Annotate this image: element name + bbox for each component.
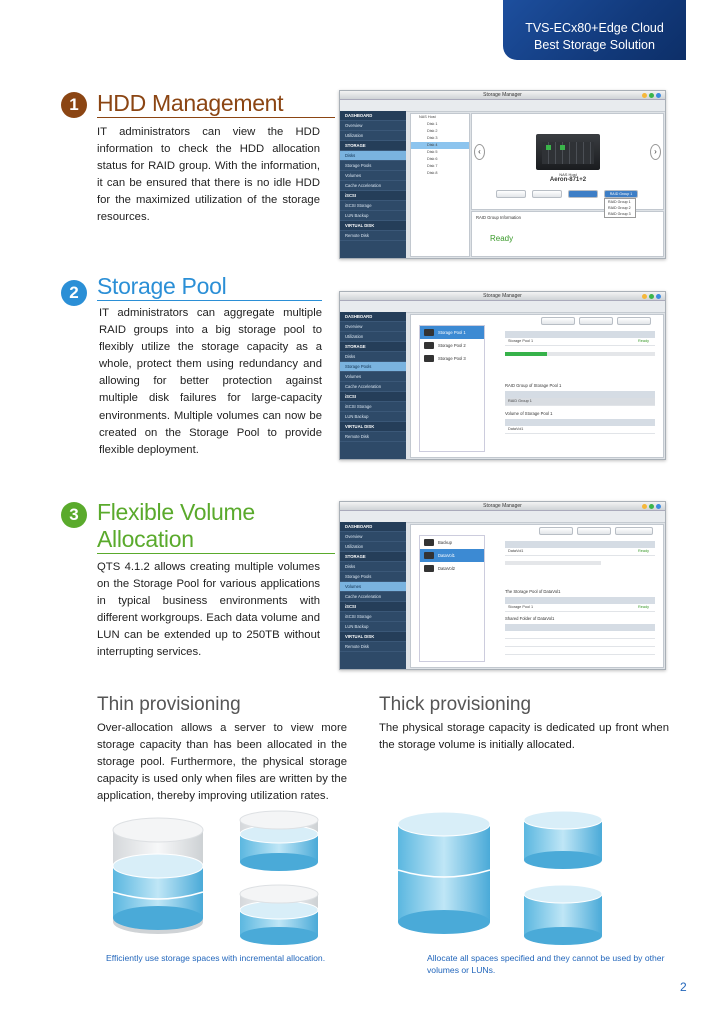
window-title: Storage Manager bbox=[483, 293, 522, 299]
nav-sidebar bbox=[340, 111, 406, 258]
thin-storage-pool-cylinder bbox=[113, 818, 203, 934]
nav-utilization[interactable]: Utilization bbox=[340, 332, 406, 342]
volume-label: Volume of Storage Pool 1 bbox=[505, 411, 553, 416]
raid-table: RAID Group 1 bbox=[505, 391, 655, 406]
nav-iscsi[interactable]: iSCSI bbox=[340, 602, 406, 612]
page-number: 2 bbox=[680, 980, 687, 994]
tree-disk[interactable]: Disk 8 bbox=[427, 171, 438, 175]
raid-group-menu bbox=[604, 198, 636, 218]
nav-remote-disk[interactable]: Remote Disk bbox=[340, 642, 406, 652]
thick-volume-cylinder-2 bbox=[524, 885, 602, 945]
pool-label: The Storage Pool of DataVol1 bbox=[505, 589, 561, 594]
thick-storage-pool-cylinder bbox=[398, 812, 490, 934]
tree-disk[interactable]: Disk 1 bbox=[427, 122, 438, 126]
volume-item[interactable]: DataVol2 bbox=[420, 562, 484, 575]
toolbar-button[interactable] bbox=[615, 527, 653, 535]
folders-table bbox=[505, 624, 655, 655]
next-arrow-icon[interactable]: › bbox=[650, 144, 661, 160]
section-1-number-badge: 1 bbox=[61, 92, 87, 118]
nav-virtual-disk[interactable]: VIRTUAL DISK bbox=[340, 422, 406, 432]
thick-body: The physical storage capacity is dedicated up front when the storage volume is initially allocated. bbox=[379, 722, 669, 752]
section-2-title: Storage Pool bbox=[97, 273, 227, 299]
pool-list bbox=[419, 325, 485, 452]
tree-disk[interactable]: Disk 2 bbox=[427, 129, 438, 133]
brand-header bbox=[503, 0, 686, 60]
storage-manager-screenshot-1 bbox=[339, 90, 666, 259]
nav-volumes[interactable]: Volumes bbox=[340, 582, 406, 592]
nav-lun-backup[interactable]: LUN Backup bbox=[340, 622, 406, 632]
nav-storage[interactable]: STORAGE bbox=[340, 141, 406, 151]
section-1-body: IT administrators can view the HDD information to check the HDD allocation status for RAID group. With the information, it can be ensured that there is no idle HDD for the maximized utilization of the storage resources. bbox=[97, 126, 320, 224]
nav-cache[interactable]: Cache Acceleration bbox=[340, 382, 406, 392]
raid-group-option[interactable]: RAID Group 2 bbox=[608, 206, 631, 210]
toolbar-button[interactable] bbox=[617, 317, 651, 325]
raid-group-option[interactable]: RAID Group 1 bbox=[608, 200, 631, 204]
device-label: NAS Host bbox=[559, 172, 577, 177]
section-2-rule bbox=[97, 300, 322, 301]
thick-volume-cylinder-1 bbox=[524, 811, 602, 869]
thin-provisioning-diagram bbox=[100, 808, 340, 948]
section-2-body: IT administrators can aggregate multiple RAID groups into a big storage pool to flexibly utilize the storage capacity as a whole, protect them using redundancy and allowing for better protection against multiple disk failures for large-capacity environments. Multiple volumes can now be created on the Storage Pool to provide flexible deployment. bbox=[99, 307, 322, 456]
tree-disk[interactable]: Disk 3 bbox=[427, 136, 438, 140]
window-title: Storage Manager bbox=[483, 503, 522, 509]
toolbar-button[interactable] bbox=[577, 527, 611, 535]
nav-storage-pools[interactable]: Storage Pools bbox=[340, 161, 406, 171]
storage-manager-screenshot-2 bbox=[339, 291, 666, 460]
thin-body: Over-allocation allows a server to view more storage capacity than has been allocated in the storage pool. Furthermore, the physical storage capacity is used only when files are written by the application, thereby improving utilization rates. bbox=[97, 722, 347, 803]
section-3-title-line-2: Allocation bbox=[97, 526, 194, 552]
nav-utilization[interactable]: Utilization bbox=[340, 542, 406, 552]
raid-info-title: RAID Group Information bbox=[476, 215, 521, 220]
thin-volume-cylinder-2 bbox=[240, 885, 318, 945]
toolbar-button[interactable] bbox=[539, 527, 573, 535]
nav-storage-pools[interactable]: Storage Pools bbox=[340, 572, 406, 582]
thick-caption: Allocate all spaces specified and they cannot be used by other volumes or LUNs. bbox=[427, 953, 665, 975]
nav-cache[interactable]: Cache Acceleration bbox=[340, 181, 406, 191]
volume-view-panel bbox=[410, 524, 664, 668]
action-button[interactable] bbox=[568, 190, 598, 198]
nav-iscsi-storage[interactable]: iSCSI Storage bbox=[340, 402, 406, 412]
volume-item[interactable]: Backup bbox=[420, 536, 484, 549]
section-3-rule bbox=[97, 553, 335, 554]
section-1-title: HDD Management bbox=[97, 90, 284, 116]
tree-root[interactable]: NAS Host bbox=[419, 115, 436, 119]
disk-tree-panel bbox=[410, 113, 470, 257]
nav-virtual-disk[interactable]: VIRTUAL DISK bbox=[340, 632, 406, 642]
window-title: Storage Manager bbox=[483, 92, 522, 98]
nav-lun-backup[interactable]: LUN Backup bbox=[340, 412, 406, 422]
header-line-2: Best Storage Solution bbox=[534, 38, 655, 52]
nav-overview[interactable]: Overview bbox=[340, 532, 406, 542]
nav-cache[interactable]: Cache Acceleration bbox=[340, 592, 406, 602]
nav-disks[interactable]: Disks bbox=[340, 352, 406, 362]
volume-table: DataVol1 bbox=[505, 419, 655, 434]
nav-iscsi[interactable]: iSCSI bbox=[340, 392, 406, 402]
nav-overview[interactable]: Overview bbox=[340, 121, 406, 131]
nav-iscsi[interactable]: iSCSI bbox=[340, 191, 406, 201]
toolbar-button[interactable] bbox=[496, 190, 526, 198]
raid-group-dropdown[interactable]: RAID Group 1 bbox=[604, 190, 638, 198]
nav-dashboard[interactable]: DASHBOARD bbox=[340, 312, 406, 322]
pool-view-panel bbox=[410, 314, 664, 458]
nav-volumes[interactable]: Volumes bbox=[340, 171, 406, 181]
folders-label: Shared Folder of DataVol1 bbox=[505, 616, 555, 621]
thin-caption: Efficiently use storage spaces with incremental allocation. bbox=[106, 953, 326, 963]
nav-disks[interactable]: Disks bbox=[340, 151, 406, 161]
pool-table: Storage Pool 1 Ready bbox=[505, 597, 655, 612]
tree-disk[interactable]: Disk 6 bbox=[427, 157, 438, 161]
nav-iscsi-storage[interactable]: iSCSI Storage bbox=[340, 612, 406, 622]
volume-item[interactable]: DataVol1 bbox=[420, 549, 484, 562]
section-2-number-badge: 2 bbox=[61, 280, 87, 306]
raid-group-option[interactable]: RAID Group 3 bbox=[608, 212, 631, 216]
section-1-rule bbox=[97, 117, 335, 118]
nav-volumes[interactable]: Volumes bbox=[340, 372, 406, 382]
thick-title: Thick provisioning bbox=[379, 694, 532, 715]
tree-disk[interactable]: Disk 7 bbox=[427, 164, 438, 168]
nav-sidebar bbox=[340, 312, 406, 459]
pool-item[interactable]: Storage Pool 3 bbox=[420, 352, 484, 365]
volume-list bbox=[419, 535, 485, 662]
capacity-bar bbox=[505, 352, 547, 356]
nav-remote-disk[interactable]: Remote Disk bbox=[340, 432, 406, 442]
nav-storage[interactable]: STORAGE bbox=[340, 552, 406, 562]
thick-provisioning-diagram bbox=[390, 808, 640, 948]
tree-disk[interactable]: Disk 5 bbox=[427, 150, 438, 154]
nav-sidebar bbox=[340, 522, 406, 669]
nas-device-image bbox=[536, 134, 600, 170]
tree-disk[interactable]: Disk 4 bbox=[411, 142, 469, 149]
raid-group-label: RAID Group of Storage Pool 1 bbox=[505, 383, 562, 388]
pool-table: Storage Pool 1 Ready bbox=[505, 331, 655, 346]
nav-storage-pools[interactable]: Storage Pools bbox=[340, 362, 406, 372]
nav-disks[interactable]: Disks bbox=[340, 562, 406, 572]
status-text: Ready bbox=[490, 234, 514, 243]
system-view-panel bbox=[471, 113, 664, 216]
thin-title: Thin provisioning bbox=[97, 694, 241, 715]
device-model: Aeron-871+2 bbox=[549, 177, 587, 183]
nav-virtual-disk[interactable]: VIRTUAL DISK bbox=[340, 221, 406, 231]
header-line-1: TVS-ECx80+Edge Cloud bbox=[525, 21, 664, 35]
nav-overview[interactable]: Overview bbox=[340, 322, 406, 332]
nav-remote-disk[interactable]: Remote Disk bbox=[340, 231, 406, 241]
nav-lun-backup[interactable]: LUN Backup bbox=[340, 211, 406, 221]
toolbar-button[interactable] bbox=[532, 190, 562, 198]
nav-iscsi-storage[interactable]: iSCSI Storage bbox=[340, 201, 406, 211]
volume-table: DataVol1 Ready bbox=[505, 541, 655, 556]
toolbar-button[interactable] bbox=[579, 317, 613, 325]
pool-item[interactable]: Storage Pool 1 bbox=[420, 326, 484, 339]
nav-dashboard[interactable]: DASHBOARD bbox=[340, 522, 406, 532]
section-3-number-badge: 3 bbox=[61, 502, 87, 528]
section-3-title-line-1: Flexible Volume bbox=[97, 499, 255, 525]
nav-dashboard[interactable]: DASHBOARD bbox=[340, 111, 406, 121]
section-3-body: QTS 4.1.2 allows creating multiple volumes on the Storage Pool for various applications in typical business environments with different workgroups. Each data volume and LUN can be extended up to 250TB without interrupting services. bbox=[97, 561, 320, 659]
toolbar-button[interactable] bbox=[541, 317, 575, 325]
nav-storage[interactable]: STORAGE bbox=[340, 342, 406, 352]
storage-manager-screenshot-3 bbox=[339, 501, 666, 670]
pool-item[interactable]: Storage Pool 2 bbox=[420, 339, 484, 352]
prev-arrow-icon[interactable]: ‹ bbox=[474, 144, 485, 160]
nav-utilization[interactable]: Utilization bbox=[340, 131, 406, 141]
thin-volume-cylinder-1 bbox=[240, 811, 318, 871]
